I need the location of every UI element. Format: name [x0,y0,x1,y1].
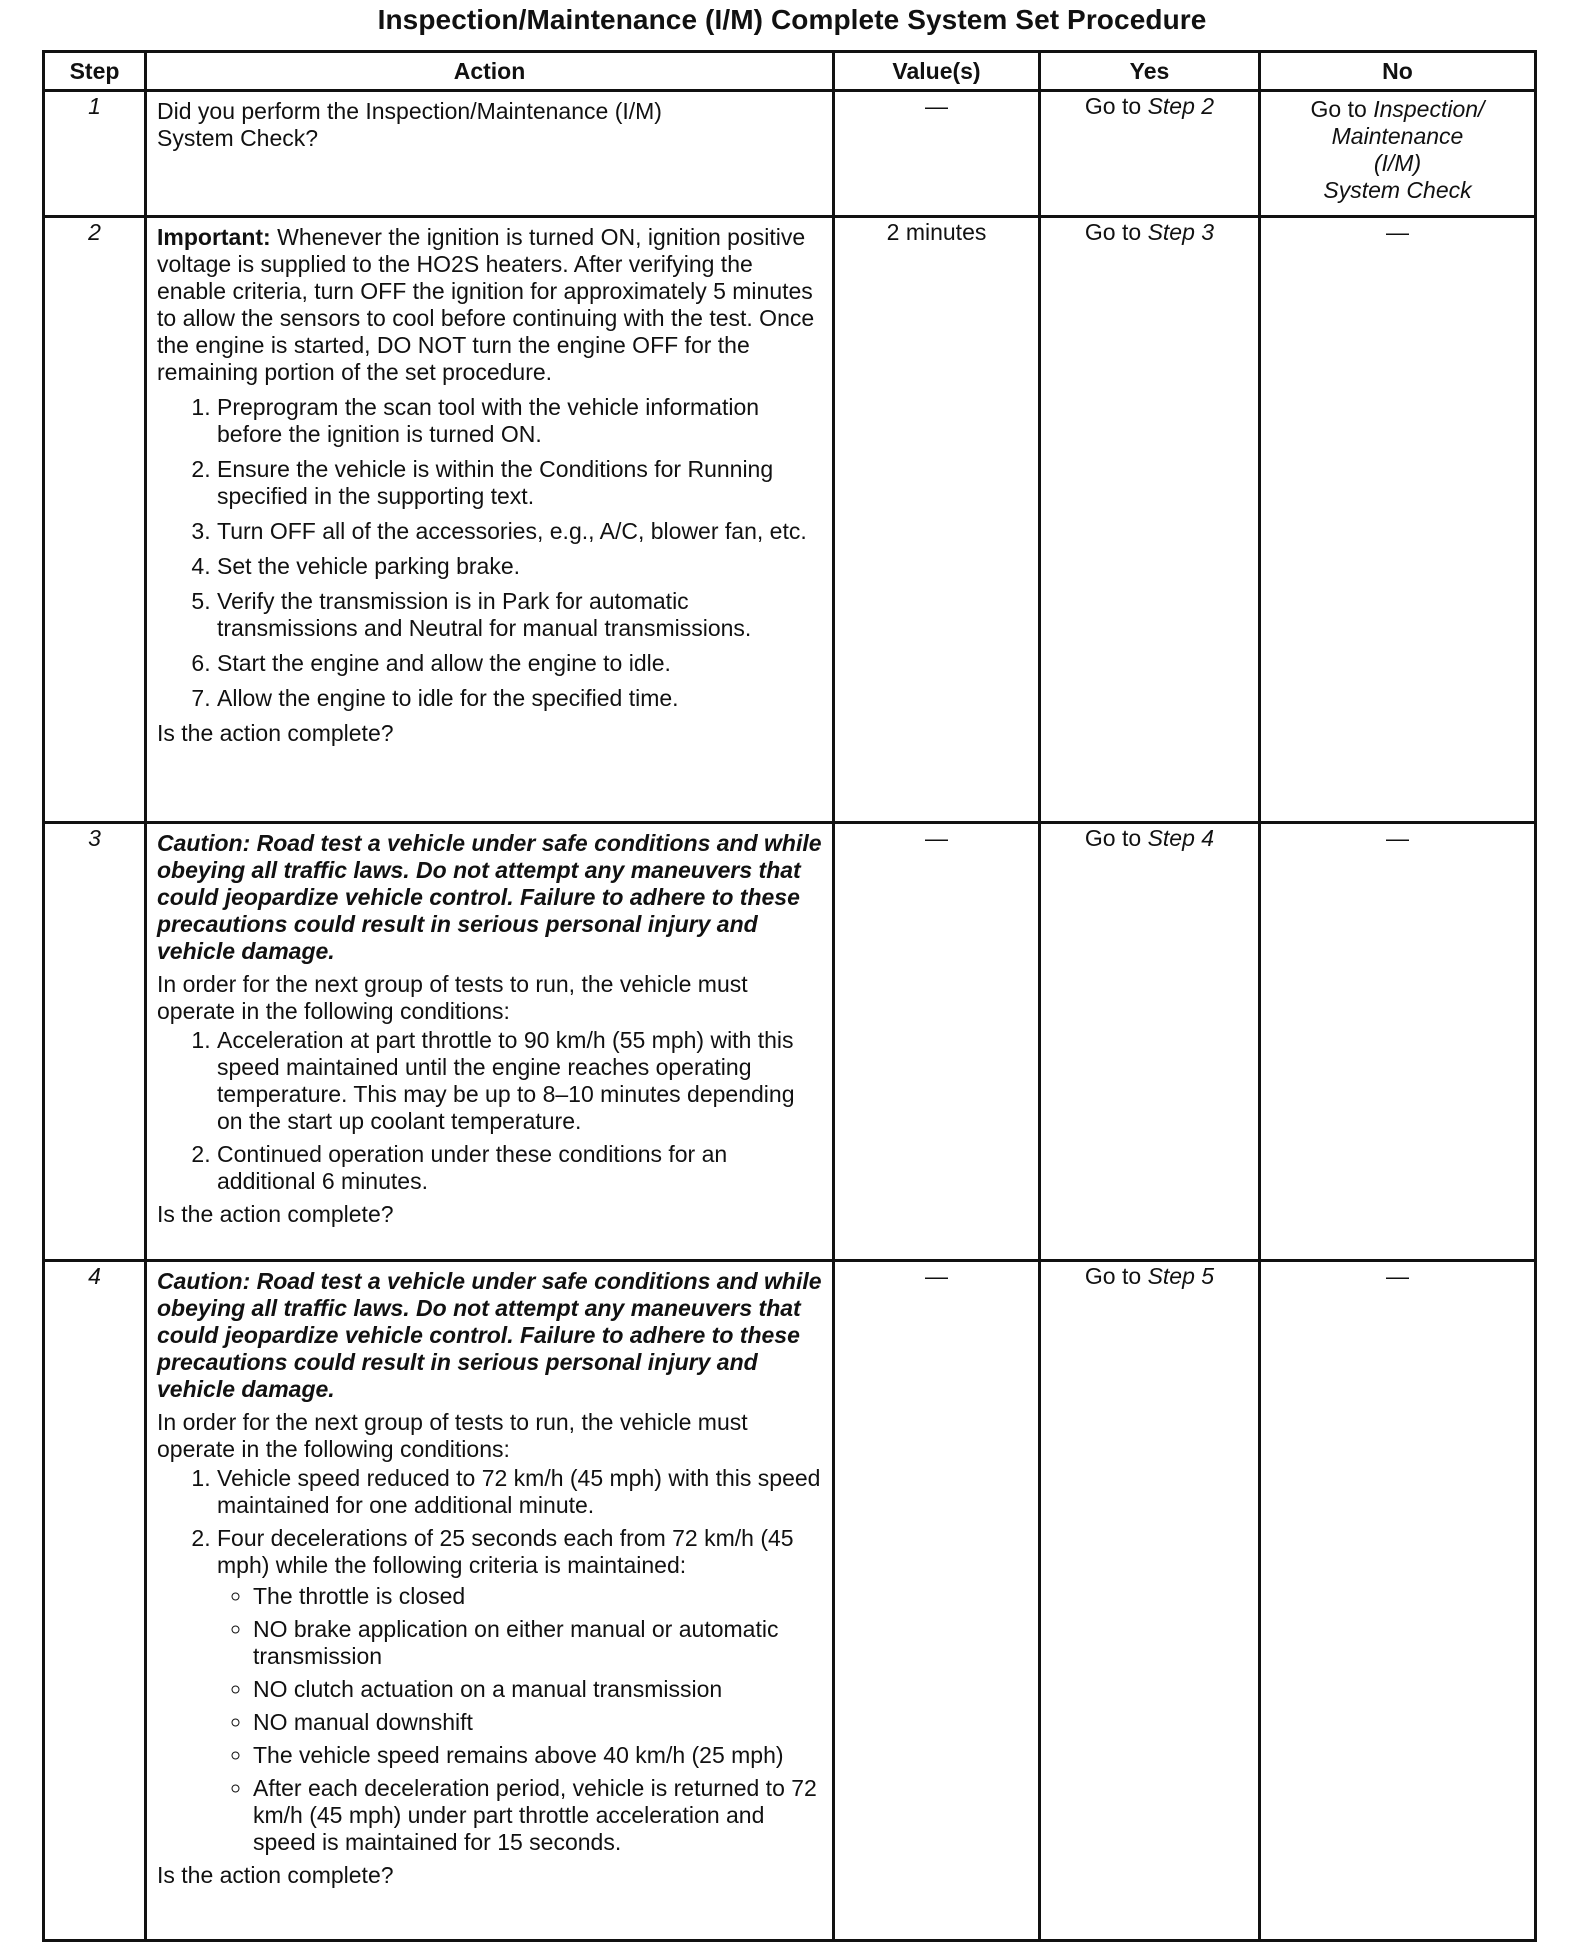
table-row-step-1 [44,91,1536,217]
step-list [157,394,822,712]
no-link-line-4[interactable]: System Check [1323,177,1472,203]
list-item: 1. Vehicle speed reduced to 72 km/h (45 mph) with this speed maintained for one additional minute. [217,1465,822,1519]
important-label: Important: [157,224,271,250]
list-item: 3. Turn OFF all of the accessories, e.g., A/C, blower fan, etc. [217,518,822,545]
page-title: Inspection/Maintenance (I/M) Complete System Set Procedure [377,4,1207,35]
header-yes: Yes [1040,52,1260,91]
step-list [157,1465,822,1856]
caution-text: Caution: Road test a vehicle under safe conditions and while obeying all traffic laws. Do not attempt any maneuvers that could jeopardize vehicle control. Failure to adhere to these precautions could result in serious personal injury and vehicle damage. [157,830,822,964]
list-item: 4. Set the vehicle parking brake. [217,553,822,580]
list-item [217,1525,822,1856]
list-item: 1. Acceleration at part throttle to 90 km/h (55 mph) with this speed maintained until the engine reaches operating temperature. This may be up to 8–10 minutes depending on the start up coolant temperature. [217,1027,822,1135]
caution-text: Caution: Road test a vehicle under safe conditions and while obeying all traffic laws. Do not attempt any maneuvers that could jeopardize vehicle control. Failure to adhere to these precautions could result in serious personal injury and vehicle damage. [157,1268,822,1402]
yes-cell [1040,823,1260,1261]
step-number: 2 [44,217,146,823]
no-link-line-1[interactable]: Inspection/ [1373,96,1485,122]
procedure-table [42,50,1537,1942]
list-item-text: Four decelerations of 25 seconds each from 72 km/h (45 mph) while the following criteria is maintained: [217,1525,794,1578]
value-cell: 2 minutes [834,217,1040,823]
no-cell: — [1260,1261,1536,1941]
question-text: Is the action complete? [157,1201,394,1227]
criteria-item: ◦ After each deceleration period, vehicle is returned to 72 km/h (45 mph) under part throttle acceleration and speed is maintained for 15 seconds. [253,1775,822,1856]
table-row-step-3 [44,823,1536,1261]
criteria-item: ◦ NO clutch actuation on a manual transmission [253,1676,822,1703]
yes-cell [1040,217,1260,823]
header-value: Value(s) [834,52,1040,91]
no-link-line-2[interactable]: Maintenance [1331,123,1464,149]
criteria-item: ◦ NO brake application on either manual or automatic transmission [253,1616,822,1670]
question-text: Is the action complete? [157,720,394,746]
step-number: 4 [44,1261,146,1941]
value-cell: — [834,91,1040,217]
step-number: 1 [44,91,146,217]
yes-prefix: Go to [1084,1263,1148,1289]
yes-step-link[interactable]: Step 4 [1147,825,1215,851]
yes-prefix: Go to [1084,93,1148,119]
value-cell: — [834,823,1040,1261]
yes-prefix: Go to [1084,219,1148,245]
yes-step-link[interactable]: Step 3 [1147,219,1215,245]
header-action: Action [146,52,834,91]
list-item: 1. Preprogram the scan tool with the vehicle information before the ignition is turned ON. [217,394,822,448]
no-cell: — [1260,823,1536,1261]
action-cell [146,823,834,1261]
no-prefix: Go to [1310,96,1374,122]
value-cell: — [834,1261,1040,1941]
header-step: Step [44,52,146,91]
yes-step-link[interactable]: Step 5 [1147,1263,1215,1289]
no-cell: — [1260,217,1536,823]
yes-cell [1040,91,1260,217]
intro-text: In order for the next group of tests to run, the vehicle must operate in the following conditions: [157,1409,748,1462]
step-number: 3 [44,823,146,1261]
list-item: 2. Continued operation under these conditions for an additional 6 minutes. [217,1141,822,1195]
criteria-item: ◦ The vehicle speed remains above 40 km/h (25 mph) [253,1742,822,1769]
list-item: 7. Allow the engine to idle for the specified time. [217,685,822,712]
table-row-step-2 [44,217,1536,823]
action-cell [146,91,834,217]
no-link-line-3[interactable]: (I/M) [1373,150,1422,176]
table-row-step-4 [44,1261,1536,1941]
list-item: 5. Verify the transmission is in Park for automatic transmissions and Neutral for manual transmissions. [217,588,822,642]
action-cell [146,1261,834,1941]
criteria-list [217,1583,822,1856]
no-cell [1260,91,1536,217]
header-row [44,52,1536,91]
important-text: Whenever the ignition is turned ON, ignition positive voltage is supplied to the HO2S heaters. After verifying the enable criteria, turn OFF the ignition for approximately 5 minutes to allow the sensors to cool before continuing with the test. Once the engine is started, DO NOT turn the engine OFF for the remaining portion of the set procedure. [157,224,815,385]
header-no: No [1260,52,1536,91]
list-item: 2. Ensure the vehicle is within the Conditions for Running specified in the supporting text. [217,456,822,510]
criteria-item: ◦ NO manual downshift [253,1709,822,1736]
question-text: Is the action complete? [157,1862,394,1888]
action-text: Did you perform the Inspection/Maintenance (I/M) System Check? [157,98,662,151]
important-note [157,224,822,386]
yes-prefix: Go to [1084,825,1148,851]
action-cell [146,217,834,823]
list-item: 6. Start the engine and allow the engine to idle. [217,650,822,677]
step-list [157,1027,822,1195]
intro-text: In order for the next group of tests to run, the vehicle must operate in the following conditions: [157,971,748,1024]
yes-step-link[interactable]: Step 2 [1147,93,1215,119]
yes-cell [1040,1261,1260,1941]
criteria-item: ◦ The throttle is closed [253,1583,822,1610]
